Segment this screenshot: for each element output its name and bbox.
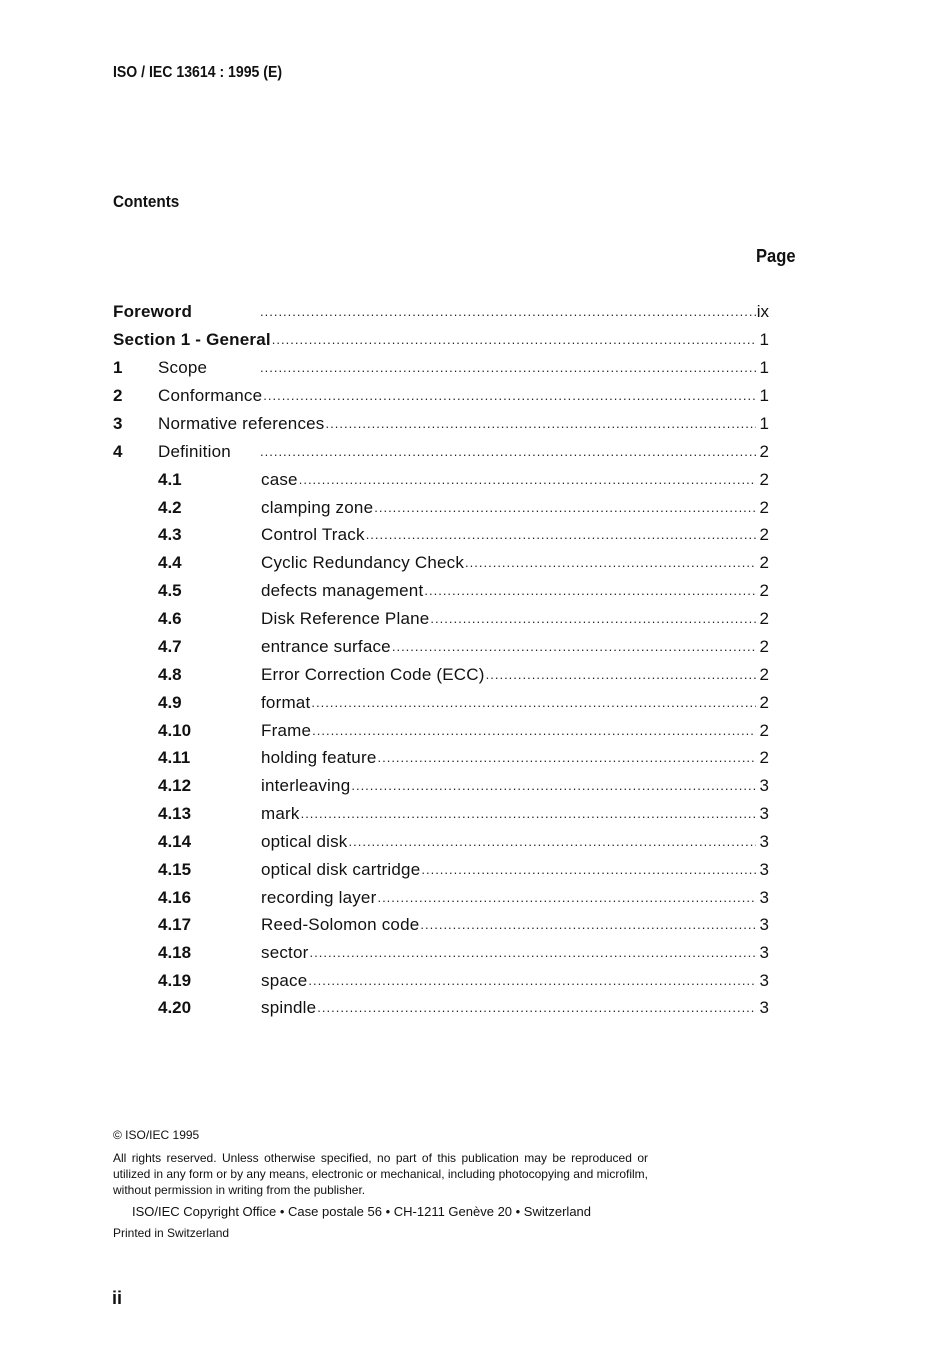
toc-label: spindle — [261, 998, 317, 1017]
toc-number: 4.4 — [158, 553, 182, 572]
toc-label: recording layer — [261, 888, 377, 907]
leader-dots — [424, 583, 756, 599]
toc-page: 1 — [759, 358, 769, 377]
leader-dots — [420, 917, 756, 933]
toc-number: 4.2 — [158, 498, 182, 517]
toc-page: 2 — [759, 442, 769, 461]
toc-page: 2 — [759, 470, 769, 489]
printed-in: Printed in Switzerland — [113, 1226, 230, 1240]
toc-number: 3 — [113, 414, 123, 433]
toc-entry-4-12[interactable] — [113, 772, 769, 796]
toc-page: 2 — [759, 637, 769, 656]
toc-page: 3 — [759, 943, 769, 962]
toc-label: Cyclic Redundancy Check — [261, 553, 465, 572]
toc-number: 4.13 — [158, 804, 192, 823]
leader-dots — [272, 332, 756, 348]
toc-number: 4.11 — [158, 748, 191, 767]
leader-dots — [260, 360, 756, 376]
toc-page: 3 — [759, 804, 769, 823]
toc-label: Control Track — [261, 525, 365, 544]
toc-label: space — [261, 971, 308, 990]
leader-dots — [308, 973, 756, 989]
toc-label: Conformance — [158, 386, 263, 405]
toc-page: 3 — [759, 971, 769, 990]
toc-label: entrance surface — [261, 637, 391, 656]
leader-dots — [366, 527, 756, 543]
toc-entry-4-5[interactable] — [113, 577, 769, 601]
toc-label: mark — [261, 804, 300, 823]
toc-number: 4.9 — [158, 693, 182, 712]
leader-dots — [326, 416, 756, 432]
leader-dots — [311, 695, 756, 711]
toc-label: optical disk — [261, 832, 348, 851]
leader-dots — [263, 388, 756, 404]
leader-dots — [486, 667, 756, 683]
toc-page: 2 — [759, 665, 769, 684]
toc-number: 2 — [113, 386, 123, 405]
toc-page: 2 — [759, 748, 769, 767]
toc-entry-4-6[interactable] — [113, 605, 769, 629]
toc-entry-4-14[interactable] — [113, 828, 769, 852]
leader-dots — [260, 304, 756, 320]
toc-page: 1 — [759, 330, 769, 349]
toc-entry-4-19[interactable] — [113, 967, 769, 991]
toc-label: format — [261, 693, 311, 712]
toc-entry-4-2[interactable] — [113, 494, 769, 518]
leader-dots — [349, 834, 757, 850]
toc-label: holding feature — [261, 748, 377, 767]
copyright-notice: © ISO/IEC 1995 — [113, 1128, 200, 1142]
toc-number: 4.20 — [158, 998, 192, 1017]
toc-number: 4.6 — [158, 609, 182, 628]
leader-dots — [421, 862, 756, 878]
toc-label: optical disk cartridge — [261, 860, 421, 879]
toc-page: 2 — [759, 693, 769, 712]
toc-number: 4.14 — [158, 832, 192, 851]
toc-number: 4.18 — [158, 943, 192, 962]
toc-entry-4-11[interactable] — [113, 744, 769, 768]
toc-entry-4-20[interactable] — [113, 994, 769, 1018]
toc-label: clamping zone — [261, 498, 374, 517]
leader-dots — [374, 500, 756, 516]
toc-page: 2 — [759, 553, 769, 572]
toc-page: 3 — [759, 998, 769, 1017]
leader-dots — [430, 611, 756, 627]
toc-page: 2 — [759, 721, 769, 740]
toc-number: 4.17 — [158, 915, 192, 934]
toc-number: 4.10 — [158, 721, 192, 740]
toc-entry-1[interactable] — [113, 354, 769, 378]
toc-entry-section-1[interactable] — [113, 326, 769, 350]
toc-page: 1 — [759, 386, 769, 405]
toc-entry-4-1[interactable] — [113, 466, 769, 490]
toc-number: 4.19 — [158, 971, 192, 990]
leader-dots — [392, 639, 756, 655]
toc-entry-foreword[interactable] — [113, 298, 769, 322]
toc-label: Foreword — [113, 302, 193, 321]
leader-dots — [465, 555, 756, 571]
toc-number: 4.5 — [158, 581, 182, 600]
toc-label: Reed-Solomon code — [261, 915, 420, 934]
toc-entry-4-13[interactable] — [113, 800, 769, 824]
toc-page: 3 — [759, 832, 769, 851]
toc-number: 4.15 — [158, 860, 192, 879]
toc-entry-4-7[interactable] — [113, 633, 769, 657]
toc-page: 2 — [759, 609, 769, 628]
toc-page: 3 — [759, 888, 769, 907]
toc-entry-4-15[interactable] — [113, 856, 769, 880]
leader-dots — [312, 723, 756, 739]
toc-entry-4-18[interactable] — [113, 939, 769, 963]
toc-entry-4-10[interactable] — [113, 717, 769, 741]
toc-page: 3 — [759, 776, 769, 795]
toc-page: ix — [756, 302, 769, 321]
toc-page: 1 — [759, 414, 769, 433]
toc-number: 4.3 — [158, 525, 182, 544]
toc-entry-4-9[interactable] — [113, 689, 769, 713]
toc-number: 1 — [113, 358, 123, 377]
toc-entry-4-3[interactable] — [113, 521, 769, 545]
toc-entry-4-16[interactable] — [113, 884, 769, 908]
toc-label: Definition — [158, 442, 231, 461]
toc-entry-3[interactable] — [113, 410, 769, 434]
toc-number: 4.8 — [158, 665, 182, 684]
leader-dots — [351, 778, 756, 794]
toc-entry-4-8[interactable] — [113, 661, 769, 685]
leader-dots — [317, 1000, 756, 1016]
toc-page: 3 — [759, 915, 769, 934]
toc-number: 4.16 — [158, 888, 192, 907]
page-column-heading: Page — [756, 246, 796, 266]
leader-dots — [301, 806, 756, 822]
toc-number: 4 — [113, 442, 123, 461]
rights-statement: All rights reserved. Unless otherwise specified, no part of this publication may be reproduced or utilized in any form or by any means, electronic or mechanical, including photocopying and microfilm, without permission in writing from the publisher. — [113, 1151, 648, 1197]
leader-dots — [377, 750, 756, 766]
toc-page: 2 — [759, 498, 769, 517]
contents-title: Contents — [113, 192, 180, 211]
leader-dots — [377, 890, 756, 906]
leader-dots — [299, 472, 756, 488]
toc-label: case — [261, 470, 298, 489]
toc-entry-4-4[interactable] — [113, 549, 769, 573]
toc-label: interleaving — [261, 776, 351, 795]
toc-page: 2 — [759, 525, 769, 544]
toc-page: 3 — [759, 860, 769, 879]
toc-number: 4.7 — [158, 637, 182, 656]
toc-entry-2[interactable] — [113, 382, 769, 406]
document-id: ISO / IEC 13614 : 1995 (E) — [113, 64, 283, 81]
toc-number: 4.1 — [158, 470, 182, 489]
leader-dots — [310, 945, 757, 961]
toc-entry-4[interactable] — [113, 438, 769, 462]
page-number: ii — [112, 1288, 123, 1308]
toc-number: 4.12 — [158, 776, 192, 795]
toc-label: Normative references — [158, 414, 325, 433]
toc-label: Section 1 - General — [113, 330, 271, 349]
toc-label: Disk Reference Plane — [261, 609, 430, 628]
toc-page: 2 — [759, 581, 769, 600]
toc-entry-4-17[interactable] — [113, 911, 769, 935]
toc-label: defects management — [261, 581, 424, 600]
leader-dots — [260, 444, 756, 460]
toc-label: sector — [261, 943, 309, 962]
toc-label: Frame — [261, 721, 312, 740]
toc-label: Scope — [158, 358, 208, 377]
copyright-office-address: ISO/IEC Copyright Office • Case postale 56 • CH-1211 Genève 20 • Switzerland — [132, 1204, 592, 1219]
toc-label: Error Correction Code (ECC) — [261, 665, 485, 684]
